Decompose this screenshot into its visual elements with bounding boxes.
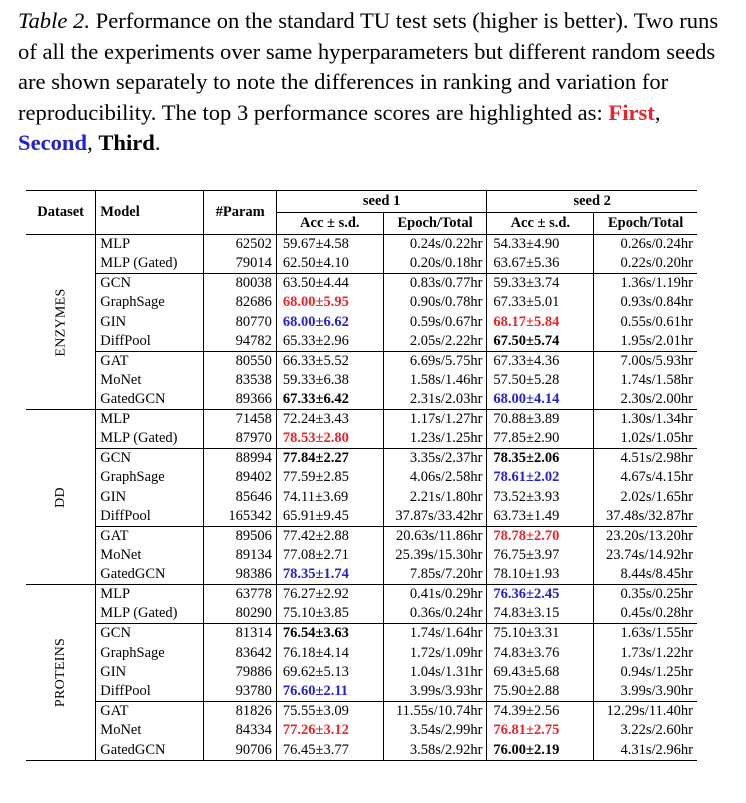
epoch-seed1-cell: 3.99s/3.93hr (383, 682, 487, 702)
acc-seed1-cell: 68.00±5.95 (276, 293, 383, 312)
results-table (26, 190, 697, 761)
epoch-seed1-cell: 0.41s/0.29hr (383, 585, 487, 605)
param-cell: 84334 (204, 721, 276, 740)
model-cell: GatedGCN (96, 565, 204, 585)
acc-seed2-cell: 78.61±2.02 (487, 468, 594, 487)
model-cell: MoNet (96, 371, 204, 390)
epoch-seed2-cell: 23.74s/14.92hr (606, 547, 693, 564)
acc-seed1-cell: 76.18±4.14 (276, 643, 383, 662)
param-cell: 81314 (204, 624, 276, 644)
table-row (26, 526, 697, 546)
epoch-seed1-cell: 0.83s/0.77hr (383, 274, 487, 294)
model-cell: MLP (96, 585, 204, 605)
header-param: #Param (204, 191, 276, 235)
table-row (26, 604, 697, 624)
table-body (26, 235, 697, 761)
epoch-seed2-cell: 2.30s/2.00hr (620, 391, 693, 408)
epoch-seed2-cell: 1.95s/2.01hr (594, 332, 697, 352)
acc-seed2-cell: 68.00±4.14 (487, 390, 594, 410)
epoch-seed1-cell: 1.72s/1.09hr (383, 643, 487, 662)
table-row (26, 546, 697, 565)
epoch-seed1-cell: 11.55s/10.74hr (383, 702, 487, 722)
epoch-seed2-cell: 7.00s/5.93hr (620, 352, 693, 369)
acc-seed2-cell: 63.67±5.36 (487, 254, 594, 274)
header-epoch-2: Epoch/Total (594, 213, 697, 235)
acc-seed1-cell: 65.33±2.96 (276, 332, 383, 352)
model-cell: GraphSage (96, 643, 204, 662)
param-cell: 98386 (204, 565, 276, 585)
table-row (26, 274, 697, 294)
epoch-seed1-cell: 7.85s/7.20hr (383, 565, 487, 585)
epoch-seed1-cell: 2.31s/2.03hr (383, 390, 487, 410)
model-cell: DiffPool (96, 507, 204, 527)
model-cell: MLP (96, 410, 204, 430)
table-row (26, 390, 697, 410)
model-cell: GatedGCN (96, 741, 204, 761)
model-cell: DiffPool (96, 332, 204, 352)
acc-seed1-cell: 78.53±2.80 (276, 429, 383, 449)
epoch-seed1-cell: 37.87s/33.42hr (383, 507, 487, 527)
caption-end: . (154, 130, 161, 156)
epoch-seed2-cell: 3.22s/2.60hr (620, 722, 693, 739)
epoch-seed2-cell: 1.63s/1.55hr (620, 625, 693, 642)
acc-seed2-cell: 75.10±3.31 (487, 624, 594, 644)
acc-seed1-cell: 76.27±2.92 (276, 585, 383, 605)
model-cell: GatedGCN (96, 390, 204, 410)
acc-seed2-cell: 59.33±3.74 (487, 274, 594, 294)
acc-seed2-cell: 74.83±3.15 (487, 604, 594, 624)
param-cell: 93780 (204, 682, 276, 702)
acc-seed2-cell: 68.17±5.84 (487, 312, 594, 331)
epoch-seed2-cell: 1.74s/1.58hr (620, 371, 693, 388)
acc-seed2-cell: 76.75±3.97 (487, 546, 594, 565)
table-row (26, 507, 697, 527)
epoch-seed1-cell: 2.05s/2.22hr (383, 332, 487, 352)
header-epoch-1: Epoch/Total (383, 213, 487, 235)
param-cell: 83538 (204, 371, 276, 390)
model-cell: GraphSage (96, 293, 204, 312)
epoch-seed1-cell: 1.04s/1.31hr (383, 663, 487, 682)
acc-seed1-cell: 66.33±5.52 (276, 351, 383, 371)
acc-seed2-cell: 67.33±5.01 (487, 293, 594, 312)
model-cell: GAT (96, 351, 204, 371)
epoch-seed1-cell: 0.20s/0.18hr (383, 254, 487, 274)
acc-seed1-cell: 77.26±3.12 (276, 721, 383, 740)
epoch-seed2-cell: 1.73s/1.22hr (620, 644, 693, 661)
header-acc-2: Acc ± s.d. (487, 213, 594, 235)
epoch-seed2-cell: 4.67s/4.15hr (620, 469, 693, 486)
table-header (26, 191, 697, 235)
acc-seed2-cell: 77.85±2.90 (487, 429, 594, 449)
param-cell: 80550 (204, 351, 276, 371)
param-cell: 89402 (204, 468, 276, 487)
epoch-seed1-cell: 3.54s/2.99hr (383, 721, 487, 740)
table-row (26, 663, 697, 682)
acc-seed2-cell: 78.10±1.93 (487, 565, 594, 585)
table-row (26, 585, 697, 605)
param-cell: 71458 (204, 410, 276, 430)
table-row (26, 682, 697, 702)
table-row (26, 643, 697, 662)
model-cell: GCN (96, 624, 204, 644)
legend-second: Second (18, 130, 88, 156)
epoch-seed2-cell: 37.48s/32.87hr (594, 507, 697, 527)
model-cell: MLP (96, 235, 204, 255)
acc-seed2-cell: 78.35±2.06 (487, 449, 594, 469)
epoch-seed2-cell: 1.02s/1.05hr (594, 429, 697, 449)
acc-seed1-cell: 69.62±5.13 (276, 663, 383, 682)
acc-seed2-cell: 76.36±2.45 (487, 585, 594, 605)
epoch-seed2-cell: 4.31s/2.96hr (594, 741, 697, 761)
epoch-seed1-cell: 2.21s/1.80hr (383, 488, 487, 507)
epoch-seed2-cell: 0.55s/0.61hr (620, 313, 693, 330)
epoch-seed2-cell: 0.35s/0.25hr (594, 585, 697, 605)
model-cell: GIN (96, 663, 204, 682)
acc-seed1-cell: 59.33±6.38 (276, 371, 383, 390)
table-row (26, 351, 697, 371)
epoch-seed2-cell: 4.51s/2.98hr (620, 450, 693, 467)
epoch-seed2-cell: 1.36s/1.19hr (620, 275, 693, 291)
acc-seed2-cell: 74.83±3.76 (487, 643, 594, 662)
acc-seed2-cell: 63.73±1.49 (487, 507, 594, 527)
acc-seed2-cell: 73.52±3.93 (487, 488, 594, 507)
dataset-name: ENZYMES (53, 287, 69, 357)
epoch-seed1-cell: 0.59s/0.67hr (383, 312, 487, 331)
param-cell: 79014 (204, 254, 276, 274)
table-row (26, 488, 697, 507)
epoch-seed1-cell: 25.39s/15.30hr (383, 546, 487, 565)
model-cell: GIN (96, 312, 204, 331)
epoch-seed1-cell: 20.63s/11.86hr (383, 526, 487, 546)
epoch-seed2-cell: 3.99s/3.90hr (594, 682, 697, 702)
table-row (26, 468, 697, 487)
model-cell: GAT (96, 702, 204, 722)
param-cell: 82686 (204, 293, 276, 312)
acc-seed1-cell: 77.59±2.85 (276, 468, 383, 487)
model-cell: GCN (96, 274, 204, 294)
param-cell: 80770 (204, 312, 276, 331)
param-cell: 63778 (204, 585, 276, 605)
caption-label: Table 2. (18, 8, 90, 33)
param-cell: 87970 (204, 429, 276, 449)
epoch-seed2-cell: 8.44s/8.45hr (620, 566, 693, 583)
acc-seed1-cell: 65.91±9.45 (276, 507, 383, 527)
table-row (26, 371, 697, 390)
acc-seed2-cell: 78.78±2.70 (487, 526, 594, 546)
param-cell: 62502 (204, 235, 276, 255)
epoch-seed1-cell: 0.36s/0.24hr (383, 604, 487, 624)
header-seed-1: seed 1 (276, 191, 487, 213)
acc-seed1-cell: 75.55±3.09 (276, 702, 383, 722)
acc-seed2-cell: 74.39±2.56 (487, 702, 594, 722)
model-cell: MoNet (96, 546, 204, 565)
acc-seed1-cell: 77.08±2.71 (276, 546, 383, 565)
acc-seed2-cell: 57.50±5.28 (487, 371, 594, 390)
header-dataset: Dataset (26, 191, 96, 235)
param-cell: 80290 (204, 604, 276, 624)
epoch-seed2-cell: 0.94s/1.25hr (620, 663, 693, 680)
epoch-seed1-cell: 0.90s/0.78hr (383, 293, 487, 312)
model-cell: DiffPool (96, 682, 204, 702)
epoch-seed1-cell: 0.24s/0.22hr (383, 235, 487, 255)
epoch-seed2-cell: 23.20s/13.20hr (606, 527, 693, 544)
caption-sep-1: , (654, 99, 661, 125)
header-acc-1: Acc ± s.d. (276, 213, 383, 235)
param-cell: 94782 (204, 332, 276, 352)
table-row (26, 721, 697, 740)
acc-seed1-cell: 77.84±2.27 (276, 449, 383, 469)
table-row (26, 293, 697, 312)
acc-seed2-cell: 69.43±5.68 (487, 663, 594, 682)
param-cell: 83642 (204, 643, 276, 662)
epoch-seed2-cell: 2.02s/1.65hr (620, 488, 693, 505)
param-cell: 81826 (204, 702, 276, 722)
epoch-seed2-cell: 0.26s/0.24hr (620, 236, 693, 252)
acc-seed2-cell: 70.88±3.89 (487, 410, 594, 430)
dataset-name: PROTEINS (53, 637, 69, 708)
table-row (26, 235, 697, 255)
acc-seed1-cell: 76.45±3.77 (276, 741, 383, 761)
epoch-seed2-cell: 1.30s/1.34hr (594, 410, 697, 430)
epoch-seed1-cell: 6.69s/5.75hr (383, 351, 487, 371)
epoch-seed2-cell: 12.29s/11.40hr (606, 703, 693, 720)
acc-seed1-cell: 76.54±3.63 (276, 624, 383, 644)
table-row (26, 624, 697, 644)
param-cell: 90706 (204, 741, 276, 761)
table-row (26, 332, 697, 352)
acc-seed1-cell: 63.50±4.44 (276, 274, 383, 294)
acc-seed1-cell: 68.00±6.62 (276, 312, 383, 331)
acc-seed2-cell: 75.90±2.88 (487, 682, 594, 702)
acc-seed1-cell: 74.11±3.69 (276, 488, 383, 507)
epoch-seed2-cell: 0.22s/0.20hr (594, 254, 697, 274)
table-row (26, 410, 697, 430)
epoch-seed1-cell: 1.74s/1.64hr (383, 624, 487, 644)
legend-third: Third (98, 130, 155, 156)
table-row (26, 741, 697, 761)
acc-seed2-cell: 67.33±4.36 (487, 351, 594, 371)
table-row (26, 312, 697, 331)
param-cell: 165342 (204, 507, 276, 527)
model-cell: GraphSage (96, 468, 204, 487)
acc-seed1-cell: 62.50±4.10 (276, 254, 383, 274)
epoch-seed1-cell: 1.58s/1.46hr (383, 371, 487, 390)
param-cell: 85646 (204, 488, 276, 507)
table-row (26, 429, 697, 449)
acc-seed1-cell: 67.33±6.42 (276, 390, 383, 410)
model-cell: GCN (96, 449, 204, 469)
epoch-seed1-cell: 1.17s/1.27hr (383, 410, 487, 430)
param-cell: 89506 (204, 526, 276, 546)
dataset-name-cell (26, 235, 96, 410)
acc-seed2-cell: 76.81±2.75 (487, 721, 594, 740)
caption-sep-2: , (87, 130, 99, 156)
table-row (26, 565, 697, 585)
epoch-seed2-cell: 0.93s/0.84hr (620, 294, 693, 311)
model-cell: MLP (Gated) (96, 604, 204, 624)
param-cell: 89366 (204, 390, 276, 410)
epoch-seed1-cell: 3.58s/2.92hr (383, 741, 487, 761)
param-cell: 89134 (204, 546, 276, 565)
acc-seed1-cell: 75.10±3.85 (276, 604, 383, 624)
dataset-name: DD (53, 486, 69, 508)
acc-seed2-cell: 67.50±5.74 (487, 332, 594, 352)
model-cell: MoNet (96, 721, 204, 740)
model-cell: MLP (Gated) (96, 429, 204, 449)
epoch-seed2-cell: 0.45s/0.28hr (594, 604, 697, 624)
acc-seed1-cell: 72.24±3.43 (276, 410, 383, 430)
caption-text: Performance on the standard TU test sets (higher is better). Two runs of all the experiments over same hyperparameters but different random seeds are shown separately to note the differences in ranking and variation for reproducibility. The top 3 performance scores are highlighted as: (18, 8, 719, 125)
acc-seed1-cell: 78.35±1.74 (276, 565, 383, 585)
acc-seed2-cell: 76.00±2.19 (487, 741, 594, 761)
param-cell: 80038 (204, 274, 276, 294)
epoch-seed1-cell: 1.23s/1.25hr (383, 429, 487, 449)
epoch-seed1-cell: 3.35s/2.37hr (383, 449, 487, 469)
table-caption (18, 6, 730, 159)
acc-seed2-cell: 54.33±4.90 (487, 235, 594, 255)
header-seed-2: seed 2 (487, 191, 697, 213)
header-model: Model (96, 191, 204, 235)
acc-seed1-cell: 77.42±2.88 (276, 526, 383, 546)
dataset-name-cell (26, 585, 96, 760)
epoch-seed1-cell: 4.06s/2.58hr (383, 468, 487, 487)
param-cell: 79886 (204, 663, 276, 682)
param-cell: 88994 (204, 449, 276, 469)
model-cell: GIN (96, 488, 204, 507)
table-row (26, 702, 697, 722)
table-row (26, 254, 697, 274)
model-cell: MLP (Gated) (96, 254, 204, 274)
model-cell: GAT (96, 526, 204, 546)
table-row (26, 449, 697, 469)
acc-seed1-cell: 76.60±2.11 (276, 682, 383, 702)
legend-first: First (608, 99, 655, 125)
dataset-name-cell (26, 410, 96, 585)
acc-seed1-cell: 59.67±4.58 (276, 235, 383, 255)
